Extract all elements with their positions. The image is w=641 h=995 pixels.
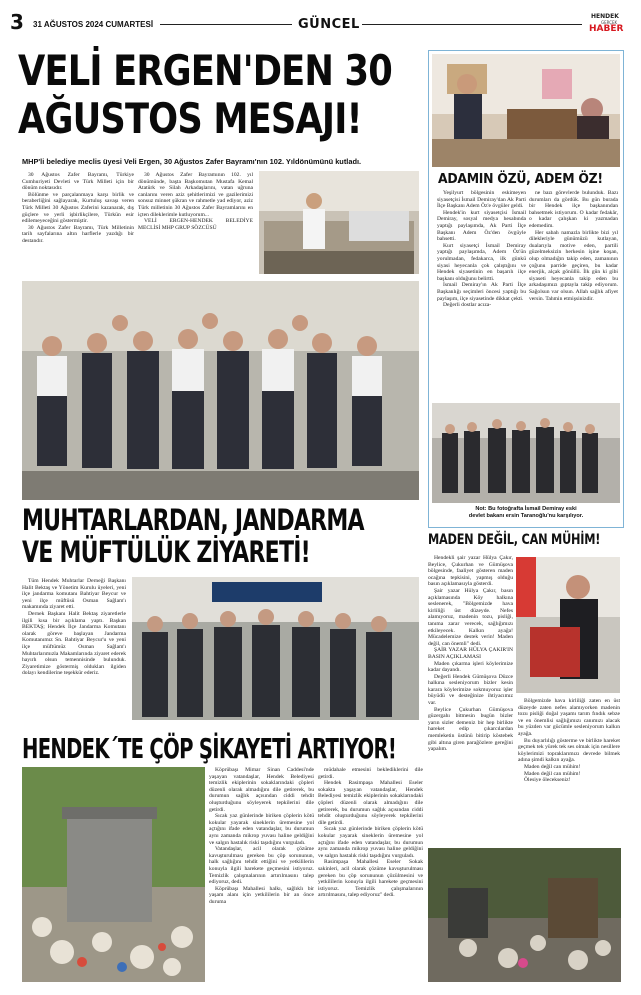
story5-column-2 bbox=[318, 767, 423, 987]
story1-headline-line1: VELİ ERGEN'DEN 30 bbox=[18, 46, 392, 95]
story1-paragraph: 30 Ağustos Zafer Bayramı, Türkiye Cumhuriyeti Devleti ve Türk Milleti için bir dönüm noktasıdır. bbox=[22, 172, 134, 192]
story4-column-1 bbox=[428, 555, 513, 765]
story1-column-1 bbox=[22, 172, 134, 277]
story4-speaker-photo bbox=[516, 557, 620, 693]
story4-subheading: ŞAİR YAZAR HÜLYA ÇAKIR'IN BASIN AÇIKLAMASI bbox=[428, 647, 513, 660]
story4-headline: MADEN DEĞİL, CAN MÜHİM! bbox=[428, 532, 601, 548]
story4-paragraph: Maden çıkarma işleri köylerimize kadar dayandı. bbox=[428, 660, 513, 674]
story3-visit-photo bbox=[132, 577, 419, 720]
story5-trash-photo bbox=[22, 767, 205, 982]
story2-column-1 bbox=[437, 190, 526, 399]
issue-date: 31 AĞUSTOS 2024 CUMARTESİ bbox=[33, 20, 154, 29]
logo-wordmark-bottom: HABER bbox=[589, 24, 624, 34]
story5-paragraph: Hendek Rasimpaşa Mahallesi Eseler sokakta yaşayan vatandaşlar, Hendek Belediyesi temizlik ekiplerinin sokaklarındaki çöpleri düzenli olarak almadığını dile getirerek, bu durumun sağlık açısından ciddi tehdit oluşturduğunu söyleyerek tepkilerini dile getirdi. bbox=[318, 780, 423, 826]
story2-caption-line2: devlet bakanı ersin Taranoğlu'nu karşılıyor. bbox=[468, 513, 584, 519]
story5-paragraph: Sıcak yaz günlerinde biriken çöplerin kötü kokular yayarak sineklerin üremesine yol açtığını ifade eden vatandaşlar, bu durumun aynı zamanda mikrop yuvası haline geldiğini ve salgın hastalık riski taşıdığını vurguladı. bbox=[318, 826, 423, 859]
story3-group-photo bbox=[22, 281, 419, 500]
story2-caption-line1: Not: Bu fotoğrafta İsmail Demiray eski bbox=[475, 506, 577, 512]
story1-signature: VELİ ERGEN-HENDEK BELEDİYE MECLİSİ MHP GRUP SÖZCÜSÜ bbox=[138, 218, 253, 231]
story2-paragraph: İsmail Demiray'ın Ak Parti İlçe Başkanlığı seçimleri öncesi yaptığı bu paylaşım, ilçe siyasetinde dikkat çekti. bbox=[437, 282, 526, 302]
story1-column-2 bbox=[138, 172, 253, 277]
logo-wordmark-top: HENDEK bbox=[591, 13, 619, 20]
story1-event-photo bbox=[259, 171, 419, 274]
story3-headline-line2: VE MÜFTÜLÜK ZİYARETİ! bbox=[22, 535, 310, 569]
story1-paragraph: Bölünme ve parçalanmaya karşı birlik ve beraberliğini sağlayarak, Kurtuluş savaşı veren Türk Milleti 30 Ağustos Zaferini kazanarak, dış güçlere ve yerli işbirlikçilere, Türkün esir edilemeyeceğini göstermiştir. bbox=[22, 191, 134, 225]
story4-paragraph: Beylice Çukurhan Gümüşova güzergahı bitmesin bugün bizler yarın sizler demeniz bir hep birlikte hareket edip çıkarcılardan memleketin üstünü bitirip köstebek gibi altına giren parağözlere gereğini yapalım. bbox=[428, 706, 513, 753]
story2-column-2 bbox=[529, 190, 618, 399]
story2-top-photo bbox=[432, 54, 620, 167]
story1-paragraph: 30 Ağustos Zafer Bayramının 102. yıl dönümünde, başta Başkomutan Mustafa Kemal Atatürk ve Silah Arkadaşlarını, vatan uğruna canlarını veren aziz şehitlerimizi ve gazilerimizi sonsuz minnet şükran ve rahmetle yad ediyor, aziz Türk milletinin 30 Ağustos Zafer Bayramlarını en içten dileklerimle kutluyorum... bbox=[138, 172, 253, 218]
story2-bottom-photo bbox=[432, 403, 620, 503]
story2-paragraph: ne bazı görevlerde bulunduk. Bazı durumları da gördük. Bu gün burada bir Hendek ilçe başkanından bahsetmek istiyorum. O kadar fedakâr, o kadar çalışkan ki yazmadan edemedim. bbox=[529, 190, 618, 229]
story2-headline: ADAMIN ÖZÜ, ADEM ÖZ! bbox=[438, 171, 603, 187]
story4-paragraph: Bölgemizde hava kirliliği zaten en üst düzeyde zaten nefes alamıyorken madenin tozu pisliği doğal yaşamı tarım fındık sebze ve en önemlisi sağlığımızı canımızı alacak bu yüzden var gücümle sesleniyorum kalkın ayağa. bbox=[518, 698, 620, 737]
story5-paragraph: Vatandaşlar, acil olarak çözüme kavuşturulması gereken bu çöp sorununun, halk sağlığını tehdit ettiğini ve yetkililerin konuyla ilgili harekete geçmesini istiyoruz. Temizlik çalışmalarının artırılmasını talep ediyoruz, dedi. bbox=[209, 846, 314, 886]
story4-column-2 bbox=[518, 698, 620, 848]
story5-paragraph: Köprübaşı Mahallesi halkı, sağlıklı bir yaşam alanı için yetkililerin bir an önce duruma bbox=[209, 885, 314, 905]
story1-headline-line2: AĞUSTOS MESAJI! bbox=[18, 94, 362, 143]
story1-paragraph: 30 Ağustos Zafer Bayramı, Türk Milletinin tarih sayfalarına altın harflerle yazdığı bir destandır. bbox=[22, 224, 134, 244]
logo-wordmark-mid: GERÇEK bbox=[601, 20, 618, 25]
story5-paragraph: müdahale etmesini beklediklerini dile getirdi. bbox=[318, 767, 423, 780]
story2-paragraph: Yeşilyurt bölgesinin eskimeyen siyasetçisi İsmail Demiray'dan Ak Parti İlçe Başkanı Adem Öz'e övgüler geldi. bbox=[437, 190, 526, 210]
story4-paragraph: Şair yazar Hülya Çakır, basın açıklamasında Köy halkına seslenerek, "Bölgemizde hava kirliliği üst düzeyde. Nefes alamıyoruz, madenin tozu, pisliği, tanıma zarar verecek, sağlığımızı etkileyecek. Kalkın ayağa! Mücadelemize destek verin! Maden değil, can önemli" dedi. bbox=[428, 587, 513, 647]
story5-column-1 bbox=[209, 767, 314, 987]
section-title: GÜNCEL bbox=[298, 17, 360, 32]
story4-paragraph: Değerli Hendek Gümüşova Düzce halkına sesleniyorum bizler kesin karara köylerimize sokmuyoruz işler büyüdü ve desteğinize ihtiyacımız var. bbox=[428, 673, 513, 707]
story3-column-1 bbox=[22, 578, 126, 718]
story4-slogan: Maden değil can mühim! bbox=[524, 763, 581, 770]
story2-paragraph: Değerli dostlar acıza- bbox=[443, 302, 492, 309]
story2-paragraph: Kurt siyasetçi İsmail Demiray yaptığı paylaşımda, Adem Öz'ün yorulmadan, fedakarca, ilk günkü siyasi heyecanla çok çalıştığını ve Hendek siyasetinin en başarılı ilçe başkanı olduğunu belirtti. bbox=[437, 242, 526, 282]
section-rule-left bbox=[160, 24, 292, 25]
story4-slogan: Ölesiye ölecekseniz! bbox=[524, 777, 571, 784]
story5-street-trash-photo bbox=[428, 848, 621, 982]
page-header bbox=[0, 0, 641, 40]
story4-paragraph: Hendekli şair yazar Hülya Çakır, Beylice, Çukurhan ve Gümüşova bölgesinde, faaliyet gösteren maden ocağına tepkisini, yapmış olduğu basın açıklamasıyla gösterdi. bbox=[428, 555, 513, 588]
story3-paragraph: Dernek Başkanı Halit Bektaş ziyaretlerle ilgili kısa bir açıklama yaptı. Başkan BEKTAŞ; Hendek İlçe Jandarma Komutanı olarak göreve başlayan Jandarma Komutanımız Sn. Bahtiyar Beycur'u ve yeni ilçe müftümüz Osman Sağlam'ı Muhtarlarımızla Makamlarında ziyaret ederek hayırlı olsun temennisinde bulunduk. Ziyaretimize göstermiş oldukları ilgiden dolayı kendilerine teşekkür ederiz. bbox=[22, 610, 126, 677]
story5-paragraph: Rasimpaşa Mahallesi Eseler Sokak sakinleri, acil olarak çözüme kavuşturulması gereken bu çöp sorununun çözülmesini ve yetkililerin konuyla ilgili harekete geçmesini istiyoruz. Temizlik çalışmalarının artırılmasını, talep ediyoruz" dedi. bbox=[318, 859, 423, 899]
story5-paragraph: Sıcak yaz günlerinde biriken çöplerin kötü kokular yayarak sineklerin üremesine yol açtığını ifade eden vatandaşlar, bu durumun aynı zamanda mikrop yuvası haline geldiğini ve salgın hastalık riski taşıdığını vurguladı. bbox=[209, 813, 314, 846]
story3-headline-line1: MUHTARLARDAN, JANDARMA bbox=[22, 503, 364, 537]
story2-paragraph: Her sabah namazla birlikte bizi yıl dilekleriyle günümüzü kutlayan, dualarıyla motive eden, partili güzelmeksizin herkesin işine koşan, olup olmadığın takip eden, zamanının çoğunu parride geçiren, bu kadar enerjik, alçak gönüllü. İlk gün ki gibi siyaseti heyecanla takip eden bu arkadaşımızı gıptayla takip ediyorum. Sağolsun var olsun. Allah sağlık afiyet versin. Tahmin etmişsinizdir. bbox=[529, 229, 618, 302]
section-rule-right bbox=[362, 24, 582, 25]
story5-headline: HENDEK´TE ÇÖP ŞİKAYETİ ARTIYOR! bbox=[22, 732, 397, 765]
story5-paragraph: Köprübaşı Mimar Sinan Caddesi'nde yaşayan vatandaşlar, Hendek Belediyesi temizlik ekiplerinin sokaklarındaki çöpleri düzenli olarak almadığını dile getirerek, bu durumun sağlık açısından ciddi tehdit oluşturduğunu söyleyerek tepkilerini dile getirdi. bbox=[209, 767, 314, 813]
page-number: 3 bbox=[10, 10, 24, 34]
story4-paragraph: Bu duyarlılığı gösterme ve birlikte hareket geçmek tek yürek tek ses olmak için nesillere köylerimizi topraklarımızı devrede bilmek adına şimdi kalkın ayağa. bbox=[518, 737, 620, 764]
story1-deck: MHP'li belediye meclis üyesi Veli Ergen, 30 Ağustos Zafer Bayramı'nın 102. Yıldönümünü kutladı. bbox=[22, 157, 362, 166]
story2-paragraph: Hendek'in kurt siyasetçisi İsmail Demiray, sosyal medya hesabında yaptığı paylaşımda, Ak Parti İlçe Başkanı Adem Öz'den övgüyle bahsetti. bbox=[437, 209, 526, 243]
story4-slogan: Maden değil can mühim! bbox=[524, 770, 581, 777]
brand-logo bbox=[586, 12, 636, 38]
story3-paragraph: Tüm Hendek Muhtarlar Derneği Başkanı Halit Bektaş ve Yönetim Kurulu üyeleri, yeni ilçe jandarma komutanı Bahtiyar Beycur ve yeni ilçe müftüsü Osman Sağlam'ı makamında ziyaret etti. bbox=[22, 578, 126, 611]
